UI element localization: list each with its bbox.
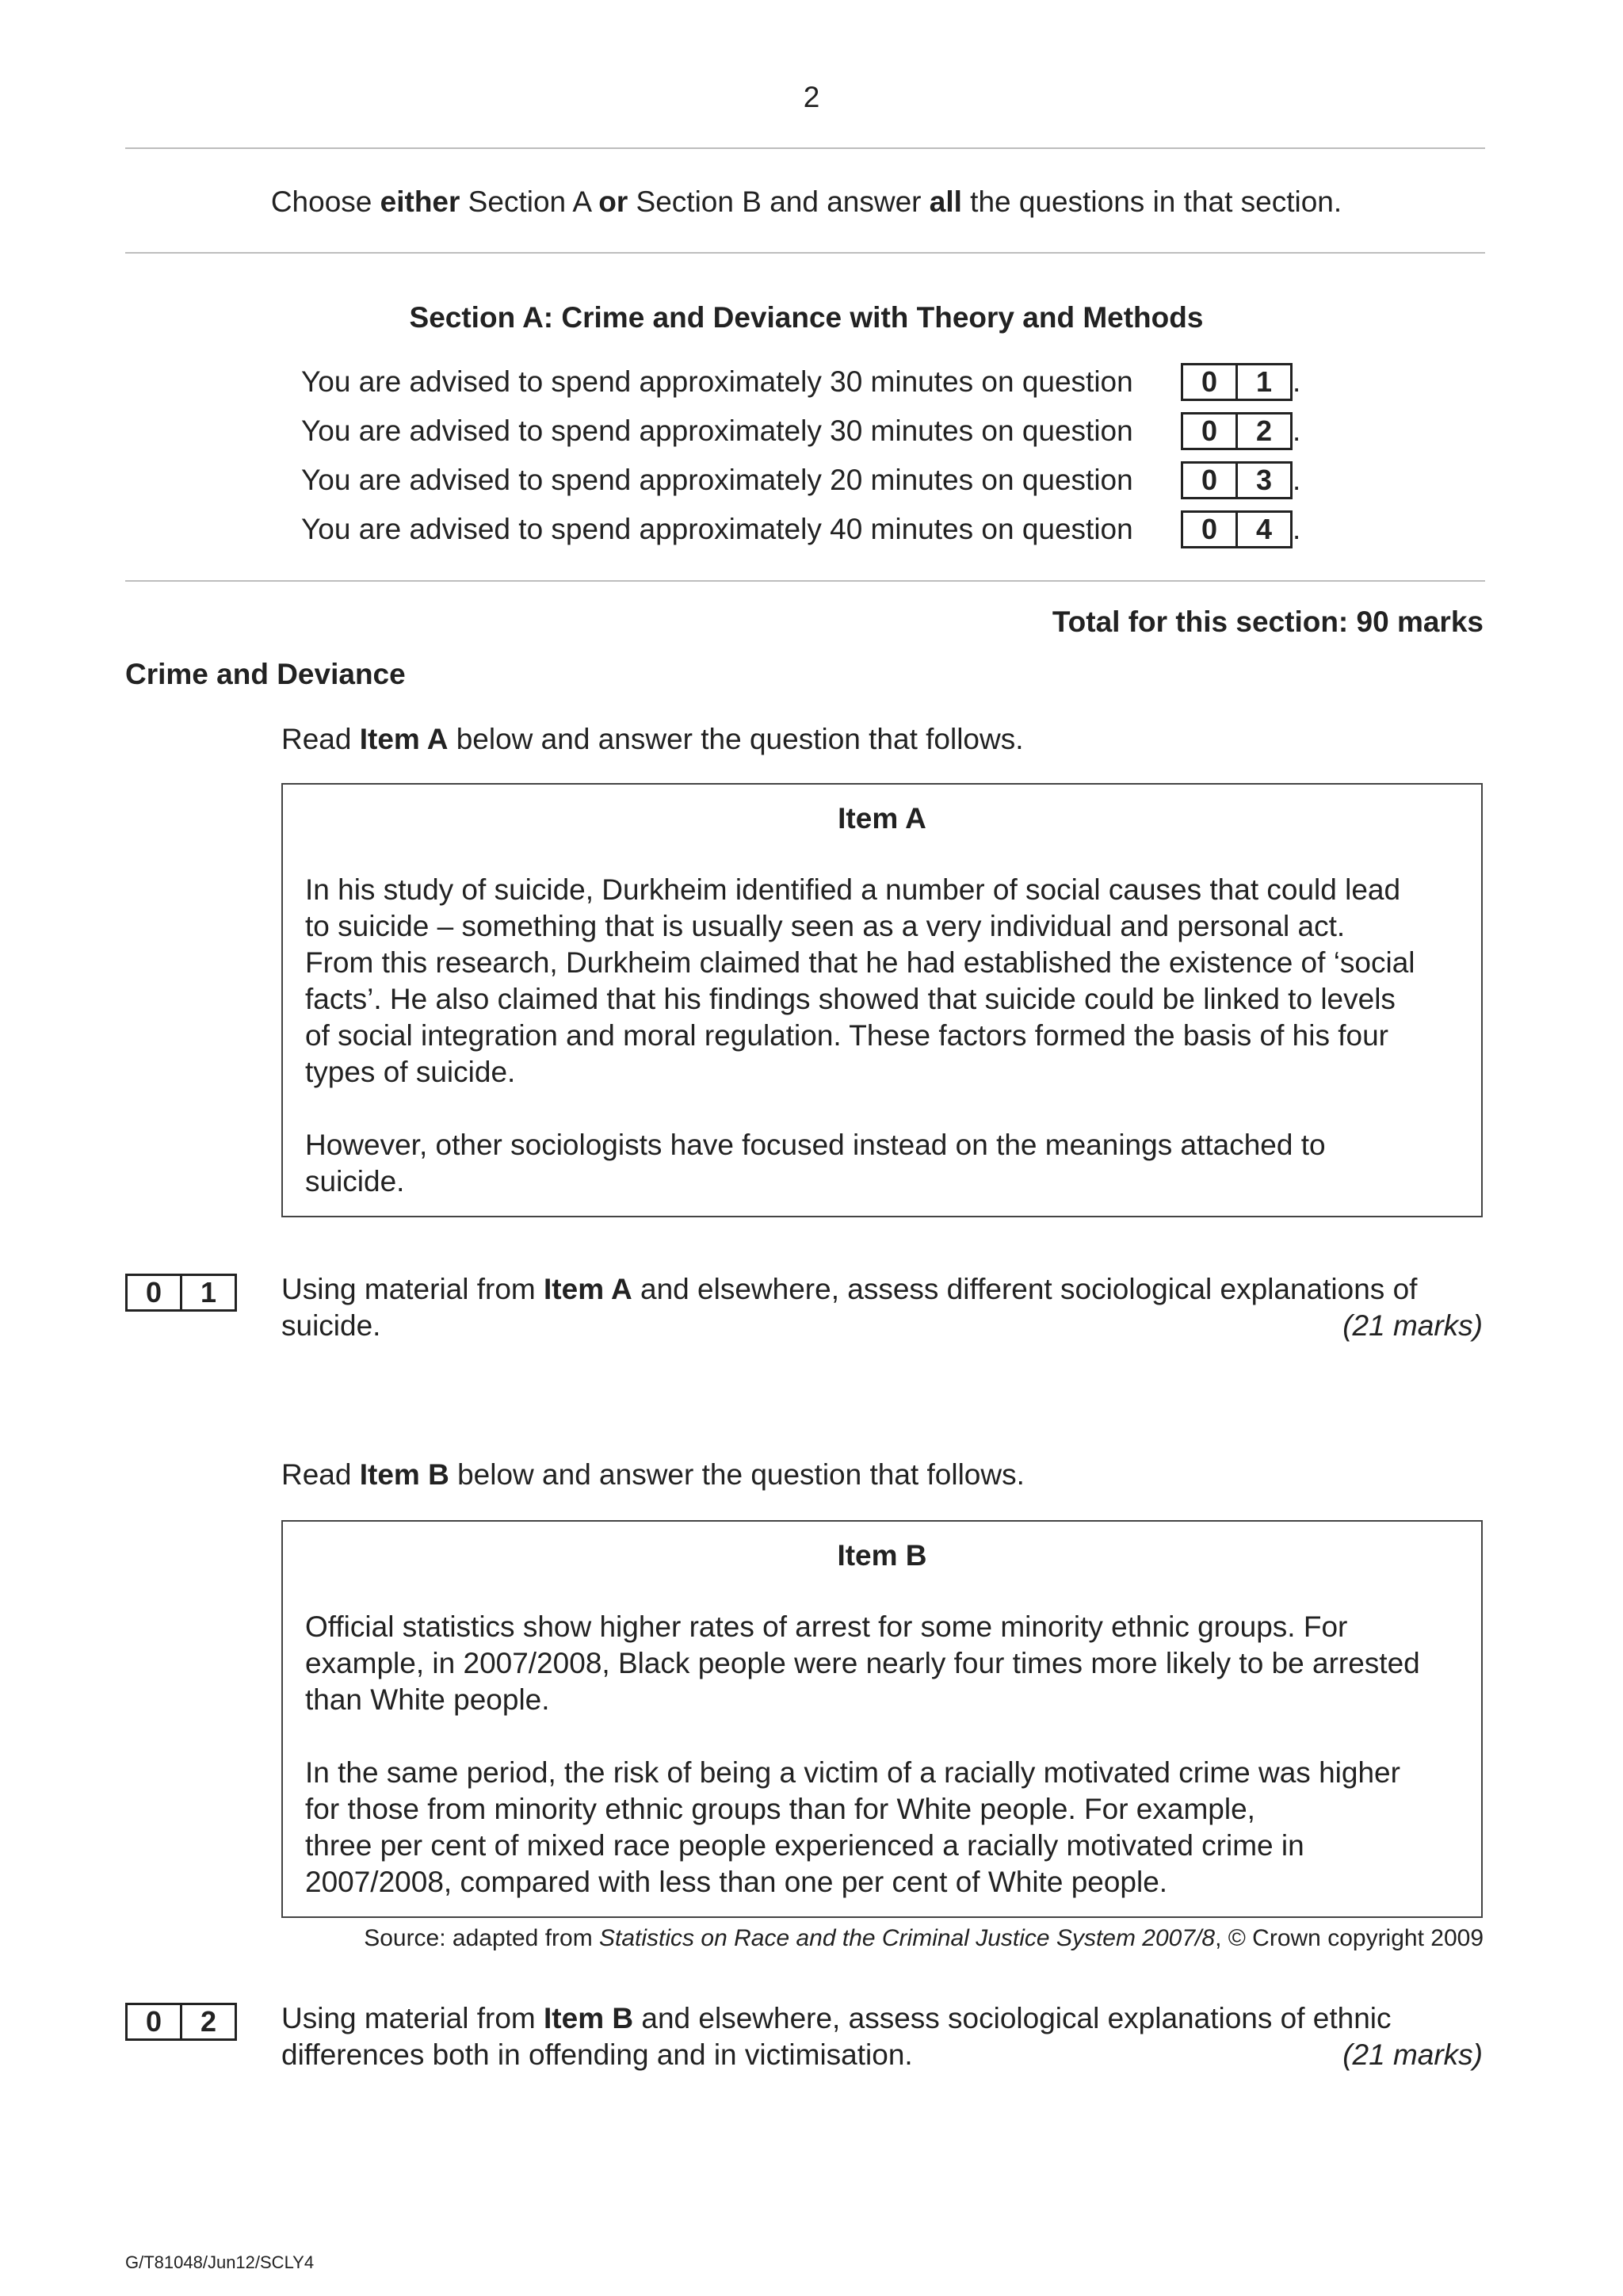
question-number-box: 0 1 xyxy=(1181,363,1293,401)
topic-heading: Crime and Deviance xyxy=(125,658,406,690)
instruction-text: Choose either Section A or Section B and answer all the questions in that section. xyxy=(270,185,1342,218)
question-01-text: Using material from Item A and elsewhere, assess different sociological explanations of suicide. (21 marks) xyxy=(281,1271,1483,1344)
question-02-marks: (21 marks) xyxy=(1342,2038,1483,2071)
advice-row: You are advised to spend approximately 40 minutes on question 0 4 . xyxy=(301,510,1300,548)
section-title: Section A: Crime and Deviance with Theory and Methods xyxy=(409,301,1204,334)
divider-instruction xyxy=(125,252,1485,254)
item-b-paragraph-2: In the same period, the risk of being a victim of a racially motivated crime was higher for those from minority ethnic groups than for White people. For example, three per cent of mixed race people experienced a racially motivated crime in 2007/2008, compared with less than one per cent of White people. xyxy=(305,1756,1400,1898)
advice-row: You are advised to spend approximately 30 minutes on question 0 1 . xyxy=(301,363,1300,401)
item-a-title: Item A xyxy=(838,802,926,835)
item-b-source: Source: adapted from Statistics on Race and the Criminal Justice System 2007/8, © Crown copyright 2009 xyxy=(364,1925,1484,1951)
item-a-paragraph-2: However, other sociologists have focused instead on the meanings attached to suicide. xyxy=(305,1129,1326,1198)
read-item-a-instruction: Read Item A below and answer the question that follows. xyxy=(281,723,1024,755)
item-a-box xyxy=(281,783,1483,1217)
divider-top xyxy=(125,147,1485,149)
item-b-title: Item B xyxy=(837,1539,927,1572)
advice-row: You are advised to spend approximately 30 minutes on question 0 2 . xyxy=(301,412,1300,450)
question-02-text: Using material from Item B and elsewhere, assess sociological explanations of ethnic differences both in offending and in victimisation. (21 marks) xyxy=(281,2000,1483,2073)
question-01-number: 0 1 xyxy=(125,1274,237,1312)
page-number: 2 xyxy=(803,81,820,113)
item-a-paragraph-1: In his study of suicide, Durkheim identified a number of social causes that could lead to suicide – something that is usually seen as a very individual and personal act. From this research, Durkheim claimed that he had established the existence of ‘social facts’. He also claimed that his findings showed that suicide could be linked to levels of social integration and moral regulation. These factors formed the basis of his four types of suicide. xyxy=(305,873,1415,1088)
question-number-box: 0 4 xyxy=(1181,510,1293,548)
question-01-marks: (21 marks) xyxy=(1342,1309,1483,1342)
section-total-marks: Total for this section: 90 marks xyxy=(1052,606,1484,638)
read-item-b-instruction: Read Item B below and answer the question that follows. xyxy=(281,1458,1025,1491)
item-b-paragraph-1: Official statistics show higher rates of arrest for some minority ethnic groups. For example, in 2007/2008, Black people were nearly four times more likely to be arrested than White people. xyxy=(305,1610,1420,1716)
question-number-box: 0 3 xyxy=(1181,461,1293,499)
question-number-box: 0 2 xyxy=(1181,412,1293,450)
question-02-number: 0 2 xyxy=(125,2003,237,2041)
divider-section xyxy=(125,580,1485,582)
item-b-box xyxy=(281,1520,1483,1918)
advice-row: You are advised to spend approximately 20 minutes on question 0 3 . xyxy=(301,461,1300,499)
footer-code: G/T81048/Jun12/SCLY4 xyxy=(125,2252,315,2272)
